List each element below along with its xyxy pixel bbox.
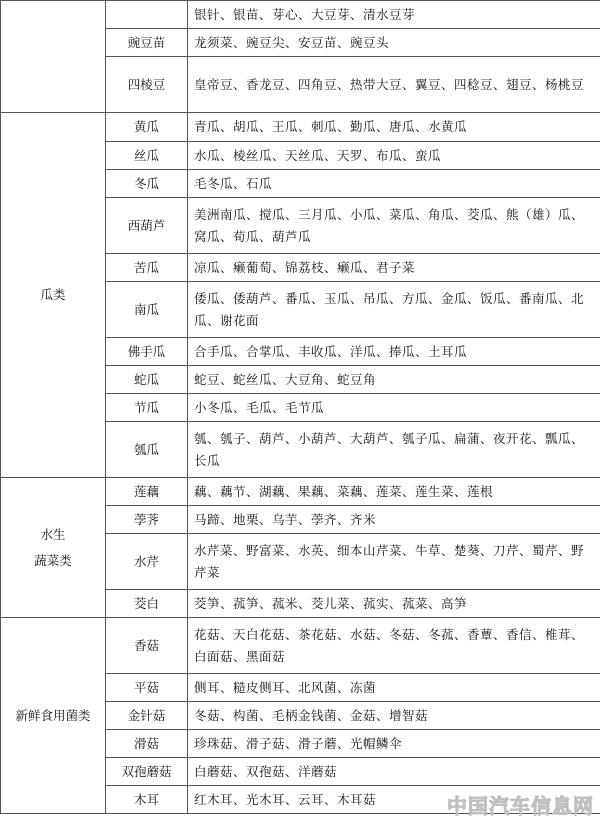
alias-list-cell: 毛冬瓜、石瓜 xyxy=(188,170,600,198)
alias-list-cell: 冬菇、构菌、毛柄金钱菌、金菇、增智菇 xyxy=(188,702,600,730)
vegetable-name-cell: 丝瓜 xyxy=(106,142,188,170)
vegetable-name-cell: 金针菇 xyxy=(106,702,188,730)
alias-list-cell: 花菇、天白花菇、茶花菇、水菇、冬菇、冬菰、香蕈、香信、椎茸、白面菇、黑面菇 xyxy=(188,618,600,674)
alias-list-cell: 凉瓜、癞葡萄、锦荔枝、癞瓜、君子菜 xyxy=(188,254,600,282)
alias-list-cell: 藕、藕节、湖藕、果藕、菜藕、莲菜、莲生菜、莲根 xyxy=(188,478,600,506)
vegetable-name-cell: 水芹 xyxy=(106,534,188,590)
vegetable-name-cell: 瓠瓜 xyxy=(106,422,188,478)
alias-list-cell: 银针、银苗、芽心、大豆芽、清水豆芽 xyxy=(188,1,600,29)
table-row xyxy=(1,113,600,142)
alias-list-cell: 水瓜、棱丝瓜、天丝瓜、天罗、布瓜、蛮瓜 xyxy=(188,142,600,170)
vegetable-name-cell: 荸荠 xyxy=(106,506,188,534)
vegetable-name-cell: 双孢蘑菇 xyxy=(106,758,188,786)
category-cell: 新鲜食用菌类 xyxy=(1,618,106,814)
category-cell xyxy=(1,1,106,113)
vegetable-name-cell: 蛇瓜 xyxy=(106,366,188,394)
vegetable-name-cell: 佛手瓜 xyxy=(106,338,188,366)
vegetable-name-cell: 冬瓜 xyxy=(106,170,188,198)
alias-list-cell: 蛇豆、蛇丝瓜、大豆角、蛇豆角 xyxy=(188,366,600,394)
vegetable-name-cell: 豌豆苗 xyxy=(106,29,188,57)
vegetable-name-cell: 苦瓜 xyxy=(106,254,188,282)
vegetable-name-cell: 黄瓜 xyxy=(106,113,188,142)
vegetable-name-cell: 南瓜 xyxy=(106,282,188,338)
alias-list-cell: 美洲南瓜、搅瓜、三月瓜、小瓜、菜瓜、角瓜、茭瓜、熊（雄）瓜、窝瓜、荀瓜、葫芦瓜 xyxy=(188,198,600,254)
alias-list-cell: 合手瓜、合掌瓜、丰收瓜、洋瓜、捧瓜、土耳瓜 xyxy=(188,338,600,366)
watermark-logo: 中国汽车信息网 xyxy=(447,794,594,818)
table-row xyxy=(1,478,600,506)
alias-list-cell: 皇帝豆、香龙豆、四角豆、热带大豆、翼豆、四稔豆、翅豆、杨桃豆 xyxy=(188,57,600,113)
alias-list-cell: 珍珠菇、滑子菇、滑子蘑、光帽鳞伞 xyxy=(188,730,600,758)
table-row xyxy=(1,1,600,29)
alias-list-cell: 瓠、瓠子、葫芦、小葫芦、大葫芦、瓠子瓜、扁蒲、夜开花、瓢瓜、长瓜 xyxy=(188,422,600,478)
vegetable-name-cell: 木耳 xyxy=(106,786,188,814)
category-cell: 瓜类 xyxy=(1,113,106,478)
category-cell: 水生 蔬菜类 xyxy=(1,478,106,618)
alias-list-cell: 红木耳、光木耳、云耳、木耳菇 xyxy=(188,786,600,814)
alias-list-cell: 青瓜、胡瓜、王瓜、刺瓜、勤瓜、唐瓜、水黄瓜 xyxy=(188,113,600,142)
alias-list-cell: 茭笋、菰笋、菰米、茭儿菜、菰实、菰菜、高笋 xyxy=(188,590,600,618)
vegetable-name-cell: 香菇 xyxy=(106,618,188,674)
alias-list-cell: 马蹄、地栗、乌芋、荸齐、齐米 xyxy=(188,506,600,534)
alias-list-cell: 水芹菜、野富菜、水英、细本山芹菜、牛草、楚葵、刀芹、蜀芹、野芹菜 xyxy=(188,534,600,590)
vegetable-name-cell xyxy=(106,1,188,29)
alias-list-cell: 倭瓜、倭葫芦、番瓜、玉瓜、吊瓜、方瓜、金瓜、饭瓜、番南瓜、北瓜、谢花面 xyxy=(188,282,600,338)
vegetable-name-cell: 西葫芦 xyxy=(106,198,188,254)
alias-list-cell: 龙须菜、豌豆尖、安豆苗、豌豆头 xyxy=(188,29,600,57)
vegetable-name-cell: 四棱豆 xyxy=(106,57,188,113)
table-row xyxy=(1,618,600,674)
vegetable-name-cell: 平菇 xyxy=(106,674,188,702)
vegetable-name-cell: 莲藕 xyxy=(106,478,188,506)
vegetable-name-cell: 茭白 xyxy=(106,590,188,618)
alias-list-cell: 侧耳、糙皮侧耳、北风菌、冻菌 xyxy=(188,674,600,702)
vegetable-name-cell: 节瓜 xyxy=(106,394,188,422)
alias-list-cell: 白蘑菇、双孢菇、洋蘑菇 xyxy=(188,758,600,786)
vegetable-name-cell: 滑菇 xyxy=(106,730,188,758)
alias-list-cell: 小冬瓜、毛瓜、毛节瓜 xyxy=(188,394,600,422)
